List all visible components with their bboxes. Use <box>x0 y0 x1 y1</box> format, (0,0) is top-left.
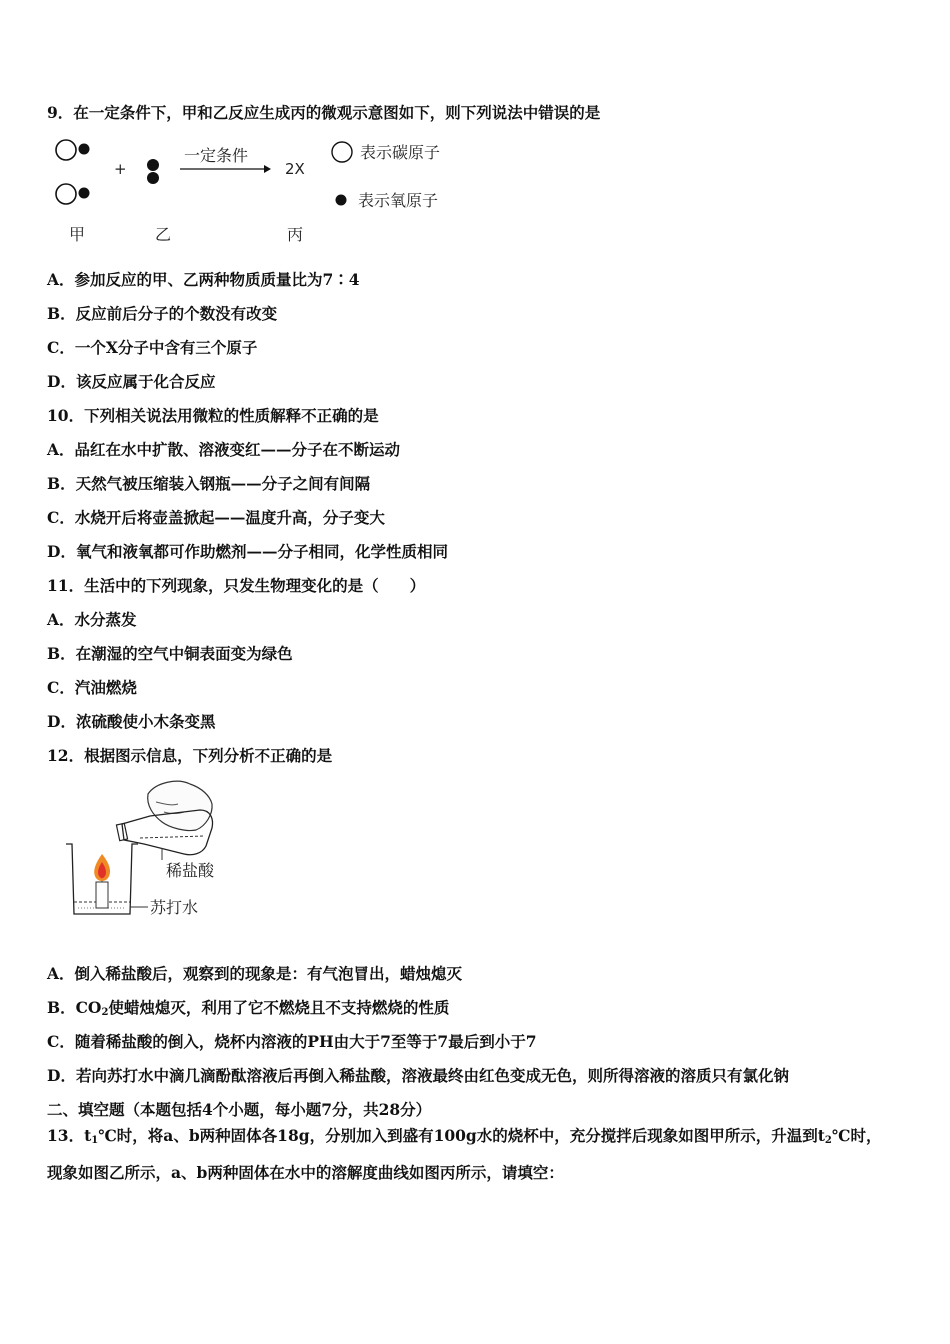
q13-part-1: ℃时，将a、b两种固体各18g，分别加入到盛有100g水的烧杯中，充分搅拌后现象如图甲所示，升温到t <box>98 1126 825 1145</box>
label-jia: 甲 <box>69 225 86 244</box>
q12-option-b <box>47 996 449 1018</box>
oxygen-atom-legend-icon <box>336 195 347 206</box>
q13-part-2: ℃时， <box>831 1126 882 1145</box>
t2-subscript: 2 <box>824 1135 832 1146</box>
q12-experiment-diagram <box>60 774 260 929</box>
flame-icon <box>94 854 110 881</box>
q13-t1-prefix: 13．t <box>47 1126 92 1145</box>
q12-option-b-suffix: 使蜡烛熄灭，利用了它不燃烧且不支持燃烧的性质 <box>108 998 450 1017</box>
label-acid: 稀盐酸 <box>166 861 215 880</box>
legend-carbon-label: 表示碳原子 <box>360 143 441 162</box>
q12-option-b-prefix: B．CO <box>47 998 102 1017</box>
label-soda: 苏打水 <box>150 898 199 917</box>
condition-label: 一定条件 <box>184 146 249 165</box>
q13-line-1 <box>47 1124 881 1146</box>
carbon-atom-legend-icon <box>332 142 352 162</box>
q12-option-d: D．若向苏打水中滴几滴酚酞溶液后再倒入稀盐酸，溶液最终由红色变成无色，则所得溶液的溶质只有氯化钠 <box>47 1066 789 1085</box>
q12-stem: 12．根据图示信息，下列分析不正确的是 <box>47 746 333 765</box>
legend-oxygen-label: 表示氧原子 <box>358 191 439 210</box>
candle-icon <box>96 878 108 908</box>
q10-option-b: B．天然气被压缩装入钢瓶——分子之间有间隔 <box>47 474 371 493</box>
plus-sign: + <box>114 160 127 178</box>
q12-option-a: A．倒入稀盐酸后，观察到的现象是：有气泡冒出，蜡烛熄灭 <box>47 964 463 983</box>
product-label: 2X <box>285 160 305 178</box>
q11-option-a: A．水分蒸发 <box>47 610 137 629</box>
q12-option-c: C．随着稀盐酸的倒入，烧杯内溶液的PH由大于7至等于7最后到小于7 <box>47 1032 537 1051</box>
q11-option-b: B．在潮湿的空气中铜表面变为绿色 <box>47 644 293 663</box>
section-2-title: 二、填空题（本题包括4个小题，每小题7分，共28分） <box>47 1100 432 1119</box>
q11-stem: 11．生活中的下列现象，只发生物理变化的是（ ） <box>47 576 426 595</box>
q9-option-d: D．该反应属于化合反应 <box>47 372 216 391</box>
q9-option-a: A．参加反应的甲、乙两种物质质量比为7∶4 <box>47 270 360 289</box>
q11-option-c: C．汽油燃烧 <box>47 678 137 697</box>
q10-option-a: A．品红在水中扩散、溶液变红——分子在不断运动 <box>47 440 401 459</box>
q10-stem: 10．下列相关说法用微粒的性质解释不正确的是 <box>47 406 379 425</box>
q11-option-d: D．浓硫酸使小木条变黑 <box>47 712 216 731</box>
co-molecule-icon <box>56 140 90 160</box>
co2-subscript: 2 <box>101 1007 109 1018</box>
label-bing: 丙 <box>287 225 304 244</box>
q9-option-c: C．一个X分子中含有三个原子 <box>47 338 258 357</box>
q9-stem: 9．在一定条件下，甲和乙反应生成丙的微观示意图如下，则下列说法中错误的是 <box>47 103 601 122</box>
arrow-head-icon <box>264 165 271 173</box>
t1-subscript: 1 <box>91 1135 99 1146</box>
q13-line-2: 现象如图乙所示，a、b两种固体在水中的溶解度曲线如图丙所示，请填空： <box>47 1163 564 1182</box>
q9-reaction-diagram <box>52 133 472 251</box>
o2-molecule-icon <box>147 159 159 184</box>
label-yi: 乙 <box>155 225 172 244</box>
q10-option-d: D．氧气和液氧都可作助燃剂——分子相同，化学性质相同 <box>47 542 448 561</box>
co-molecule-icon <box>56 184 90 204</box>
q9-option-b: B．反应前后分子的个数没有改变 <box>47 304 278 323</box>
hand-icon <box>148 781 212 830</box>
q10-option-c: C．水烧开后将壶盖掀起——温度升高，分子变大 <box>47 508 385 527</box>
